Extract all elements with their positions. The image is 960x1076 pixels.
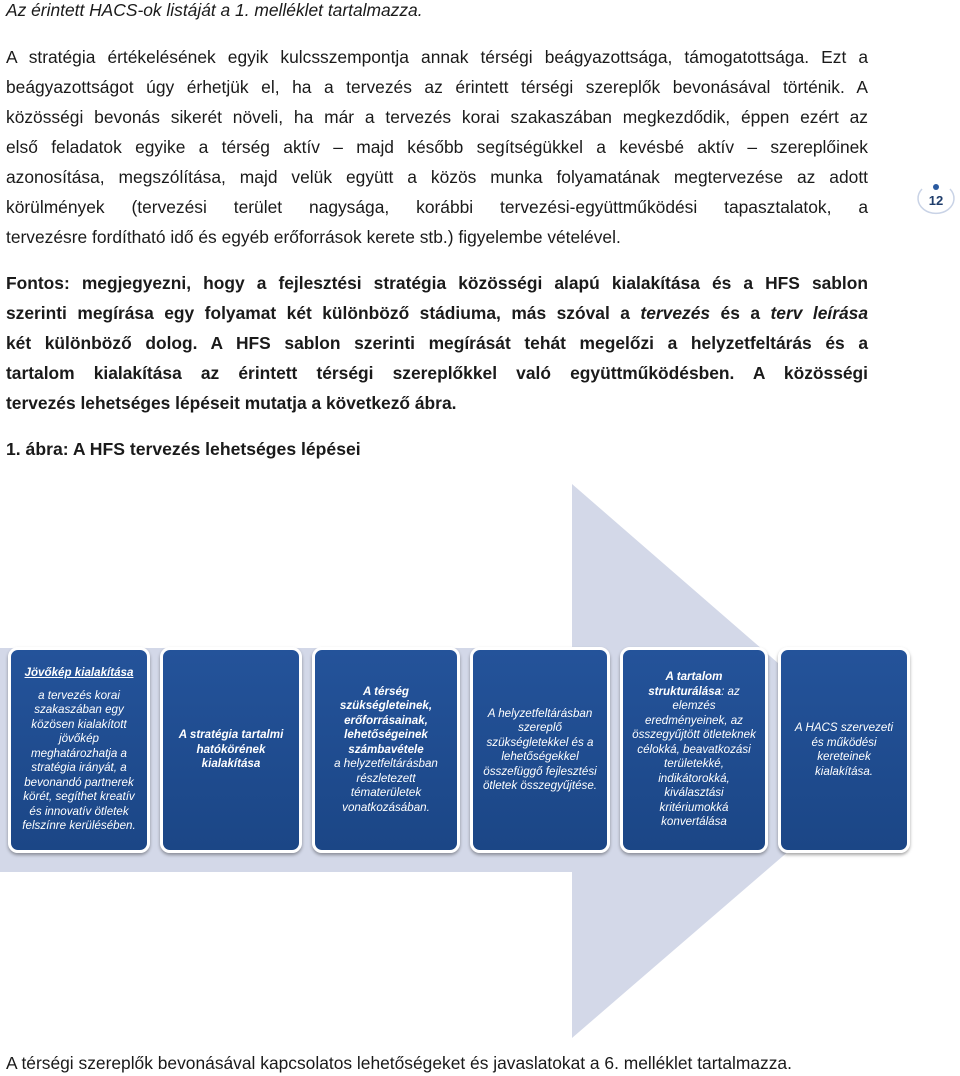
text-line: Fontos: megjegyezni, hogy a fejlesztési stratégia közösségi alapú kialakítása és a HFS sablon <box>6 273 868 293</box>
text-line: első feladatok egyike a térség aktív – majd később segítségükkel a kevésbé aktív – szereplőinek <box>6 137 868 157</box>
step-title: Jövőkép kialakítása <box>24 666 134 680</box>
text-line: beágyazottságot úgy érhetjük el, ha a tervezés az érintett térségi szereplők bevonásával történik. A <box>6 77 868 97</box>
text-line: tartalom kialakítása az érintett térségi szereplőkkel való együttműködésben. A közösségi <box>6 363 868 383</box>
figure-title: 1. ábra: A HFS tervezés lehetséges lépései <box>6 439 361 459</box>
text-line: azonosítása, megszólítása, majd velük együtt a közös munka folyamatának megtervezése az adott <box>6 167 868 187</box>
text-line: tervezésre fordítható idő és egyéb erőforrások kerete stb.) figyelembe vételével. <box>6 227 621 247</box>
page-number-badge <box>914 183 958 219</box>
text-line: tervezés lehetséges lépéseit mutatja a következő ábra. <box>6 393 457 413</box>
text-emphasis: tervezés <box>640 303 711 323</box>
step-description: : az elemzés eredményeinek, az összegyűjtött ötleteknek célokká, beavatkozási területekké, indikátorokká, kiválasztási kritériumokká konvertálása <box>632 684 756 829</box>
step-description: A HACS szervezeti és működési kereteinek kialakítása. <box>794 721 894 778</box>
page-number: 12 <box>928 193 944 208</box>
text-line <box>6 298 868 328</box>
step-title: A térség szükségleteinek, erőforrásainak, lehetőségeinek számbavétele <box>339 684 433 756</box>
step-box-needs <box>312 647 460 853</box>
text-line: két különböző dolog. A HFS sablon szerinti megírását tehát megelőzi a helyzetfeltárás és a <box>6 333 868 353</box>
step-box-scope <box>160 647 302 853</box>
step-box-hacs-framework <box>778 647 910 853</box>
step-title: A stratégia tartalmi hatókörének kialakítása <box>178 728 284 771</box>
step-title: A tartalom <box>665 670 723 684</box>
text-line: körülmények (tervezési terület nagysága, korábbi tervezési-együttműködési tapasztalatok, a <box>6 197 868 217</box>
paragraph-strategy-evaluation <box>6 42 868 252</box>
text-segment: és a <box>710 303 771 323</box>
step-description: A helyzetfeltárásban szereplő szükségletekkel és a lehetőségekkel összefüggő fejlesztési ötletek összegyűjtése. <box>482 706 598 792</box>
footer-text: A térségi szereplők bevonásával kapcsolatos lehetőségeket és javaslatokat a 6. melléklet tartalmazza. <box>6 1053 792 1073</box>
top-line: Az érintett HACS-ok listáját a 1. melléklet tartalmazza. <box>6 0 423 20</box>
step-box-structuring <box>620 647 768 853</box>
text-emphasis: terv leírása <box>770 303 868 323</box>
step-description: a tervezés korai szakaszában egy közösen kialakított jövőkép meghatározhatja a stratégia irányát, a bevonandó partnerek körét, segíthet kreatív és innovatív ötletek felszínre kerülésében. <box>22 688 136 833</box>
text-line: A stratégia értékelésének egyik kulcsszempontja annak térségi beágyazottsága, támogatottsága. Ezt a <box>6 47 868 67</box>
step-box-ideas <box>470 647 610 853</box>
step-title: strukturálása <box>648 684 722 698</box>
step-description: a helyzetfeltárásban részletezett tématerületek vonatkozásában. <box>334 757 438 814</box>
step-box-vision <box>8 647 150 853</box>
paragraph-important-note <box>6 268 868 418</box>
text-line: közösségi bevonás sikerét növeli, ha már a tervezés korai szakaszában megkezdődik, éppen ezért az <box>6 107 868 127</box>
text-segment: szerinti megírása egy folyamat két különböző stádiuma, más szóval a <box>6 303 641 323</box>
